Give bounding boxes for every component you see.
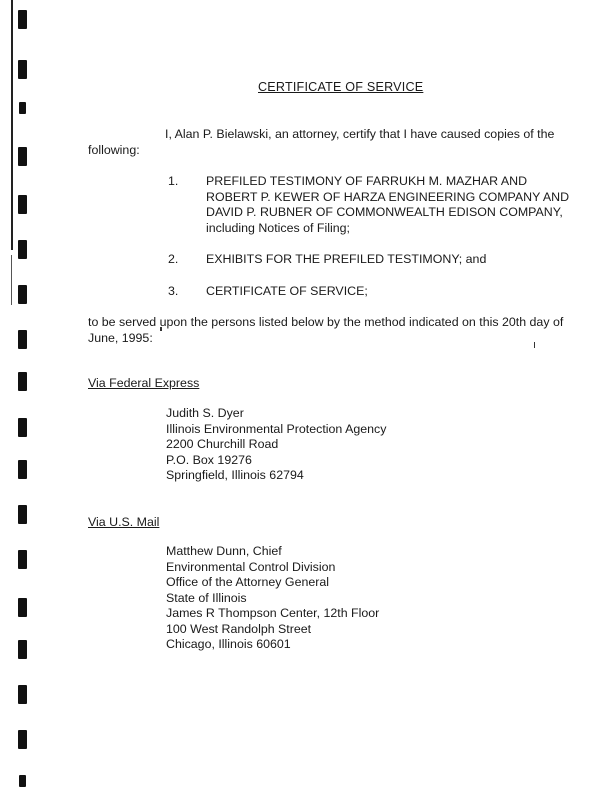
item-line: CERTIFICATE OF SERVICE;	[206, 284, 368, 298]
binder-hole	[18, 195, 27, 214]
address-line: State of Illinois	[166, 590, 247, 605]
binder-hole	[18, 505, 27, 524]
delivery-method-label: Via Federal Express	[88, 376, 200, 390]
delivery-method-label: Via U.S. Mail	[88, 515, 160, 529]
binder-hole	[18, 147, 27, 166]
recipient-address	[166, 406, 386, 484]
address-line: Judith S. Dyer	[166, 406, 244, 420]
binder-hole	[19, 102, 26, 114]
address-line: Matthew Dunn, Chief	[166, 544, 282, 558]
item-line: DAVID P. RUBNER OF COMMONWEALTH EDISON COMPANY,	[206, 205, 563, 219]
item-text	[206, 252, 602, 268]
intro-text-line2: following:	[88, 143, 140, 157]
address-line: Chicago, Illinois 60601	[166, 637, 291, 651]
binder-hole	[18, 330, 27, 349]
item-line: ROBERT P. KEWER OF HARZA ENGINEERING COMPANY AND	[206, 189, 570, 204]
item-line: including Notices of Filing;	[206, 220, 350, 235]
binder-hole	[18, 285, 27, 304]
binder-hole	[18, 640, 27, 659]
certificate-title: CERTIFICATE OF SERVICE	[258, 80, 424, 94]
address-line: Springfield, Illinois 62794	[166, 468, 304, 482]
address-line: Illinois Environmental Protection Agency	[166, 421, 387, 436]
binder-hole	[18, 550, 27, 569]
item-text	[206, 284, 602, 300]
scan-edge-line	[11, 0, 13, 250]
served-text-line1: to be served upon the persons listed below by the method indicated on this 20th day of	[88, 315, 564, 329]
item-number: 3.	[168, 284, 179, 298]
binder-hole	[18, 685, 27, 704]
binder-hole	[19, 775, 26, 787]
binder-hole	[18, 460, 27, 479]
binder-hole	[18, 598, 27, 617]
item-number: 1.	[168, 174, 179, 188]
recipient-address	[166, 544, 379, 653]
address-line: Environmental Control Division	[166, 559, 336, 574]
address-line: 2200 Churchill Road	[166, 437, 279, 451]
item-text	[206, 174, 602, 236]
binder-hole	[18, 372, 27, 391]
served-text-line2: June, 1995:	[88, 331, 153, 345]
binder-hole	[18, 60, 27, 79]
address-line: Office of the Attorney General	[166, 575, 330, 589]
intro-text-line1: I, Alan P. Bielawski, an attorney, certify that I have caused copies of the	[165, 127, 555, 141]
item-number: 2.	[168, 252, 179, 266]
binder-hole	[18, 730, 27, 749]
address-line: 100 West Randolph Street	[166, 621, 312, 636]
binder-hole	[18, 418, 27, 437]
scan-edge-line	[11, 255, 12, 305]
binder-hole	[18, 240, 27, 259]
address-line: P.O. Box 19276	[166, 452, 252, 467]
address-line: James R Thompson Center, 12th Floor	[166, 606, 380, 620]
item-line: PREFILED TESTIMONY OF FARRUKH M. MAZHAR AND	[206, 174, 528, 188]
scan-speck	[534, 342, 535, 348]
item-line: EXHIBITS FOR THE PREFILED TESTIMONY; and	[206, 252, 487, 266]
binder-hole	[18, 10, 27, 29]
